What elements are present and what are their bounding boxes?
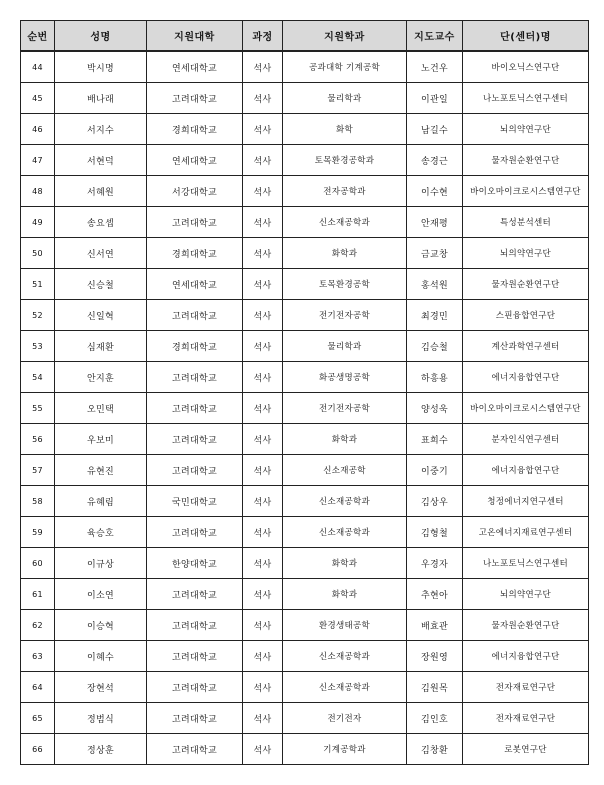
cell-no: 66 (21, 734, 55, 765)
cell-university: 경희대학교 (147, 114, 243, 145)
cell-department: 환경생태공학 (283, 610, 407, 641)
cell-degree: 석사 (243, 362, 283, 393)
table-row (21, 331, 589, 362)
cell-advisor: 추현아 (407, 579, 463, 610)
cell-no: 56 (21, 424, 55, 455)
cell-unit: 특성분석센터 (463, 207, 589, 238)
cell-department: 신소재공학과 (283, 486, 407, 517)
cell-advisor: 우경자 (407, 548, 463, 579)
cell-degree: 석사 (243, 393, 283, 424)
cell-unit: 스핀융합연구단 (463, 300, 589, 331)
cell-name: 정범식 (55, 703, 147, 734)
cell-university: 고려대학교 (147, 641, 243, 672)
cell-advisor: 양성욱 (407, 393, 463, 424)
table-row (21, 83, 589, 114)
cell-name: 정상훈 (55, 734, 147, 765)
cell-name: 이소연 (55, 579, 147, 610)
cell-university: 고려대학교 (147, 362, 243, 393)
cell-unit: 분자인식연구센터 (463, 424, 589, 455)
cell-unit: 고온에너지재료연구센터 (463, 517, 589, 548)
cell-advisor: 금교창 (407, 238, 463, 269)
table-row (21, 145, 589, 176)
cell-degree: 석사 (243, 455, 283, 486)
applicant-list-sheet (20, 20, 588, 765)
cell-department: 신소재공학과 (283, 207, 407, 238)
cell-university: 고려대학교 (147, 610, 243, 641)
cell-department: 전자공학과 (283, 176, 407, 207)
cell-advisor: 최경민 (407, 300, 463, 331)
header-unit: 단(센터)명 (463, 21, 589, 52)
cell-department: 화학 (283, 114, 407, 145)
cell-unit: 나노포토닉스연구센터 (463, 548, 589, 579)
cell-university: 고려대학교 (147, 393, 243, 424)
table-row (21, 610, 589, 641)
cell-no: 65 (21, 703, 55, 734)
table-row (21, 393, 589, 424)
cell-advisor: 남길수 (407, 114, 463, 145)
cell-advisor: 이중기 (407, 455, 463, 486)
cell-no: 57 (21, 455, 55, 486)
cell-unit: 에너지융합연구단 (463, 455, 589, 486)
cell-unit: 바이오마이크로시스템연구단 (463, 393, 589, 424)
cell-university: 고려대학교 (147, 300, 243, 331)
cell-unit: 전자재료연구단 (463, 703, 589, 734)
cell-name: 신서연 (55, 238, 147, 269)
cell-unit: 물자원순환연구단 (463, 610, 589, 641)
cell-department: 신소재공학 (283, 455, 407, 486)
header-degree: 과정 (243, 21, 283, 52)
cell-no: 55 (21, 393, 55, 424)
cell-name: 서혜원 (55, 176, 147, 207)
cell-university: 연세대학교 (147, 51, 243, 83)
cell-degree: 석사 (243, 641, 283, 672)
cell-department: 전기전자공학 (283, 300, 407, 331)
cell-degree: 석사 (243, 51, 283, 83)
cell-university: 고려대학교 (147, 455, 243, 486)
cell-advisor: 김형철 (407, 517, 463, 548)
cell-no: 45 (21, 83, 55, 114)
cell-no: 52 (21, 300, 55, 331)
cell-department: 화학과 (283, 548, 407, 579)
cell-advisor: 안재평 (407, 207, 463, 238)
cell-department: 신소재공학과 (283, 641, 407, 672)
cell-name: 이규상 (55, 548, 147, 579)
cell-degree: 석사 (243, 207, 283, 238)
cell-degree: 석사 (243, 610, 283, 641)
cell-degree: 석사 (243, 517, 283, 548)
table-row (21, 176, 589, 207)
cell-name: 심재환 (55, 331, 147, 362)
cell-unit: 청정에너지연구센터 (463, 486, 589, 517)
cell-advisor: 홍석원 (407, 269, 463, 300)
cell-university: 고려대학교 (147, 672, 243, 703)
cell-no: 62 (21, 610, 55, 641)
cell-department: 화학과 (283, 579, 407, 610)
cell-advisor: 김승철 (407, 331, 463, 362)
applicant-table (20, 20, 589, 765)
cell-advisor: 배효관 (407, 610, 463, 641)
cell-advisor: 송경근 (407, 145, 463, 176)
table-row (21, 486, 589, 517)
cell-university: 고려대학교 (147, 734, 243, 765)
cell-unit: 에너지융합연구단 (463, 641, 589, 672)
cell-department: 신소재공학과 (283, 672, 407, 703)
cell-unit: 바이오마이크로시스템연구단 (463, 176, 589, 207)
cell-no: 53 (21, 331, 55, 362)
cell-name: 유혜림 (55, 486, 147, 517)
table-row (21, 300, 589, 331)
cell-degree: 석사 (243, 579, 283, 610)
cell-no: 64 (21, 672, 55, 703)
cell-no: 47 (21, 145, 55, 176)
cell-unit: 물자원순환연구단 (463, 145, 589, 176)
table-row (21, 548, 589, 579)
cell-name: 오민택 (55, 393, 147, 424)
cell-no: 58 (21, 486, 55, 517)
table-row (21, 455, 589, 486)
cell-advisor: 김창환 (407, 734, 463, 765)
cell-unit: 나노포토닉스연구센터 (463, 83, 589, 114)
cell-degree: 석사 (243, 424, 283, 455)
cell-department: 물리학과 (283, 83, 407, 114)
table-row (21, 238, 589, 269)
cell-advisor: 하흥용 (407, 362, 463, 393)
cell-university: 서강대학교 (147, 176, 243, 207)
cell-department: 전기전자공학 (283, 393, 407, 424)
cell-degree: 석사 (243, 238, 283, 269)
cell-unit: 로봇연구단 (463, 734, 589, 765)
cell-department: 화공생명공학 (283, 362, 407, 393)
table-row (21, 517, 589, 548)
cell-degree: 석사 (243, 486, 283, 517)
cell-university: 고려대학교 (147, 703, 243, 734)
cell-university: 고려대학교 (147, 424, 243, 455)
table-row (21, 269, 589, 300)
cell-no: 48 (21, 176, 55, 207)
cell-no: 60 (21, 548, 55, 579)
header-row (21, 21, 589, 52)
cell-university: 고려대학교 (147, 207, 243, 238)
cell-name: 서지수 (55, 114, 147, 145)
cell-university: 연세대학교 (147, 145, 243, 176)
cell-name: 이혜수 (55, 641, 147, 672)
cell-department: 토목환경공학과 (283, 145, 407, 176)
cell-university: 고려대학교 (147, 83, 243, 114)
header-university: 지원대학 (147, 21, 243, 52)
cell-department: 토목환경공학 (283, 269, 407, 300)
cell-degree: 석사 (243, 114, 283, 145)
table-row (21, 114, 589, 145)
table-body (21, 51, 589, 765)
cell-university: 한양대학교 (147, 548, 243, 579)
table-row (21, 579, 589, 610)
cell-name: 육승호 (55, 517, 147, 548)
cell-advisor: 장원영 (407, 641, 463, 672)
cell-unit: 전자재료연구단 (463, 672, 589, 703)
cell-degree: 석사 (243, 300, 283, 331)
cell-university: 고려대학교 (147, 517, 243, 548)
cell-name: 이승혁 (55, 610, 147, 641)
cell-no: 50 (21, 238, 55, 269)
cell-no: 46 (21, 114, 55, 145)
cell-department: 전기전자 (283, 703, 407, 734)
cell-degree: 석사 (243, 176, 283, 207)
table-row (21, 641, 589, 672)
cell-degree: 석사 (243, 548, 283, 579)
cell-no: 54 (21, 362, 55, 393)
cell-unit: 계산과학연구센터 (463, 331, 589, 362)
cell-degree: 석사 (243, 703, 283, 734)
cell-unit: 뇌의약연구단 (463, 238, 589, 269)
cell-department: 신소재공학과 (283, 517, 407, 548)
cell-name: 우보미 (55, 424, 147, 455)
header-department: 지원학과 (283, 21, 407, 52)
cell-no: 63 (21, 641, 55, 672)
cell-no: 44 (21, 51, 55, 83)
table-row (21, 734, 589, 765)
cell-degree: 석사 (243, 331, 283, 362)
cell-name: 박시명 (55, 51, 147, 83)
cell-degree: 석사 (243, 734, 283, 765)
cell-department: 물리학과 (283, 331, 407, 362)
cell-unit: 물자원순환연구단 (463, 269, 589, 300)
cell-no: 49 (21, 207, 55, 238)
cell-no: 51 (21, 269, 55, 300)
table-row (21, 703, 589, 734)
header-name: 성명 (55, 21, 147, 52)
cell-no: 59 (21, 517, 55, 548)
cell-name: 배나래 (55, 83, 147, 114)
table-row (21, 207, 589, 238)
cell-degree: 석사 (243, 145, 283, 176)
cell-advisor: 김원목 (407, 672, 463, 703)
cell-unit: 바이오닉스연구단 (463, 51, 589, 83)
cell-advisor: 김인호 (407, 703, 463, 734)
cell-university: 경희대학교 (147, 331, 243, 362)
cell-unit: 뇌의약연구단 (463, 114, 589, 145)
cell-department: 공과대학 기계공학 (283, 51, 407, 83)
cell-university: 연세대학교 (147, 269, 243, 300)
table-row (21, 672, 589, 703)
cell-university: 고려대학교 (147, 579, 243, 610)
header-no: 순번 (21, 21, 55, 52)
cell-department: 화학과 (283, 238, 407, 269)
cell-advisor: 표희수 (407, 424, 463, 455)
table-row (21, 362, 589, 393)
cell-advisor: 이수현 (407, 176, 463, 207)
cell-name: 유현진 (55, 455, 147, 486)
table-row (21, 51, 589, 83)
cell-advisor: 노건우 (407, 51, 463, 83)
cell-name: 신일혁 (55, 300, 147, 331)
table-header (21, 21, 589, 52)
cell-degree: 석사 (243, 672, 283, 703)
cell-unit: 뇌의약연구단 (463, 579, 589, 610)
cell-department: 기계공학과 (283, 734, 407, 765)
cell-degree: 석사 (243, 269, 283, 300)
header-advisor: 지도교수 (407, 21, 463, 52)
cell-name: 송요셉 (55, 207, 147, 238)
cell-name: 신승철 (55, 269, 147, 300)
cell-university: 경희대학교 (147, 238, 243, 269)
cell-advisor: 김상우 (407, 486, 463, 517)
cell-degree: 석사 (243, 83, 283, 114)
cell-advisor: 이관일 (407, 83, 463, 114)
cell-name: 서현덕 (55, 145, 147, 176)
cell-unit: 에너지융합연구단 (463, 362, 589, 393)
cell-name: 안지훈 (55, 362, 147, 393)
cell-university: 국민대학교 (147, 486, 243, 517)
cell-department: 화학과 (283, 424, 407, 455)
cell-name: 장현석 (55, 672, 147, 703)
cell-no: 61 (21, 579, 55, 610)
table-row (21, 424, 589, 455)
